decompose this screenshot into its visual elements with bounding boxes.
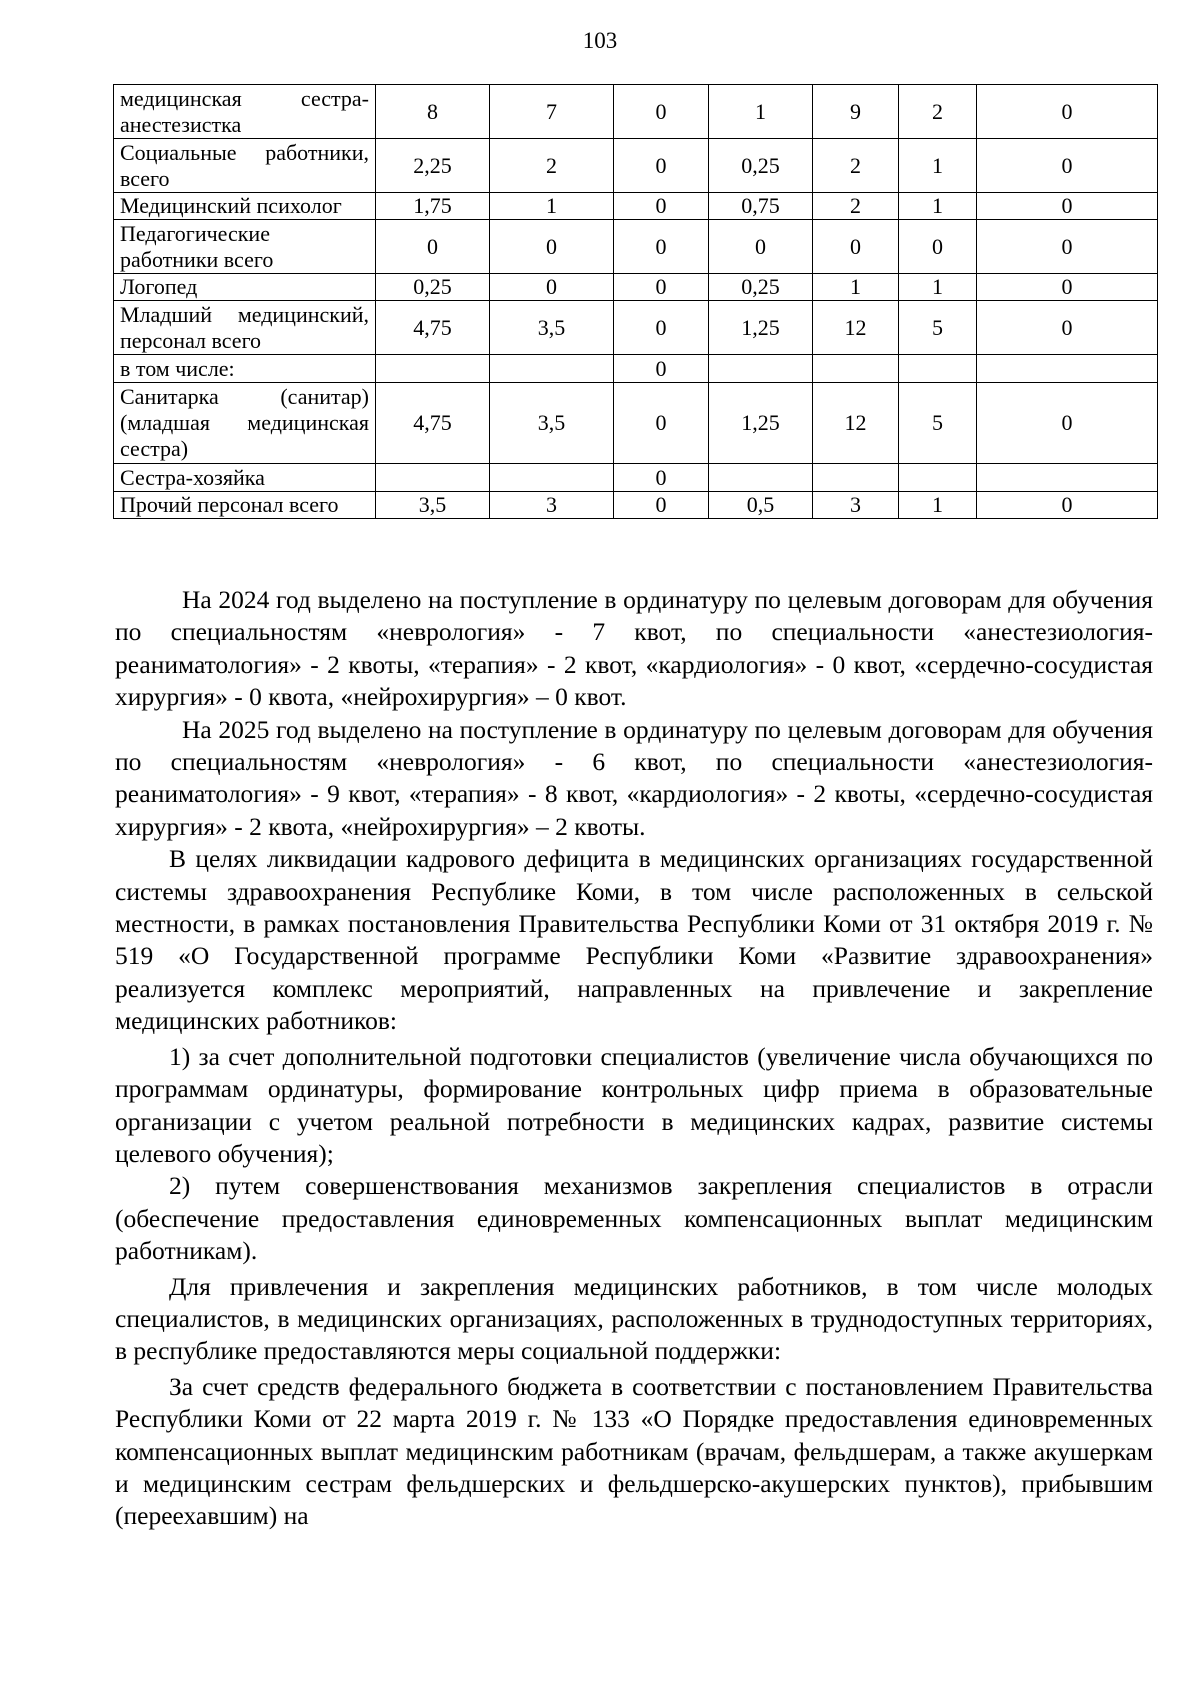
table-cell (709, 355, 813, 383)
paragraph-item-1: 1) за счет дополнительной подготовки специалистов (увеличение числа обучающихся по программам ординатуры, формирование контрольных цифр приема в образовательные организации с учетом реальной потребности в медицинских кадрах, развитие системы целевого обучения); (115, 1041, 1153, 1168)
table-cell: 0 (490, 274, 614, 301)
row-label: Младший медицинский, персонал всего (114, 301, 376, 355)
table-cell: 0 (709, 220, 813, 274)
paragraph-social-support: Для привлечения и закрепления медицинских работников, в том числе молодых специалистов, в медицинских организациях, расположенных в труднодоступных территориях, в республике предоставляются меры социальной поддержки: (115, 1271, 1153, 1366)
table-cell: 9 (813, 85, 899, 139)
table-cell: 3 (813, 492, 899, 519)
table-cell (899, 355, 977, 383)
table-cell: 0 (614, 85, 709, 139)
table-cell: 0 (977, 85, 1158, 139)
table-cell: 2 (813, 139, 899, 193)
table-cell: 5 (899, 301, 977, 355)
table-cell: 1 (490, 193, 614, 220)
table-cell: 1,75 (376, 193, 490, 220)
table-cell: 0 (977, 139, 1158, 193)
table-cell: 0,25 (709, 274, 813, 301)
table-row (114, 492, 1158, 519)
row-label: Медицинский психолог (114, 193, 376, 220)
table-cell: 1 (899, 492, 977, 519)
table-cell (813, 355, 899, 383)
table-cell: 0 (614, 355, 709, 383)
row-label: Сестра-хозяйка (114, 464, 376, 492)
row-label: Санитарка (санитар) (младшая медицинская сестра) (114, 383, 376, 464)
table-cell: 0 (977, 383, 1158, 464)
table-cell: 3,5 (490, 301, 614, 355)
table-cell: 2 (899, 85, 977, 139)
table-cell: 12 (813, 301, 899, 355)
row-label: Социальные работники, всего (114, 139, 376, 193)
paragraph-item-2: 2) путем совершенствования механизмов закрепления специалистов в отрасли (обеспечение предоставления единовременных компенсационных выплат медицинским работникам). (115, 1171, 1153, 1266)
table-cell: 2 (490, 139, 614, 193)
table-cell: 0,75 (709, 193, 813, 220)
table-cell: 3,5 (490, 383, 614, 464)
table-cell: 0 (614, 274, 709, 301)
paragraph-quotas-2024: На 2024 год выделено на поступление в ординатуру по целевым договорам для обучения по специальностям «неврология» - 7 квот, по специальности «анестезиология-реаниматология» - 2 квоты, «терапия» - 2 квот, «кардиология» - 0 квот, «сердечно-сосудистая хирургия» - 0 квота, «нейрохирургия» – 0 квот. (115, 585, 1153, 712)
table-cell: 4,75 (376, 383, 490, 464)
table-cell (977, 464, 1158, 492)
table-cell: 0 (614, 383, 709, 464)
paragraph-quotas-2025: На 2025 год выделено на поступление в ординатуру по целевым договорам для обучения по специальностям «неврология» - 6 квот, по специальности «анестезиология-реаниматология» - 9 квот, «терапия» - 8 квот, «кардиология» - 2 квоты, «сердечно-сосудистая хирургия» - 2 квота, «нейрохирургия» – 2 квоты. (115, 714, 1153, 841)
row-label: в том числе: (114, 355, 376, 383)
paragraph-federal-budget: За счет средств федерального бюджета в соответствии с постановлением Правительства Республики Коми от 22 марта 2019 г. № 133 «О Порядке предоставления единовременных компенсационных выплат медицинским работникам (врачам, фельдшерам, а также акушеркам и медицинским сестрам фельдшерских и фельдшерско-акушерских пунктов), прибывшим (переехавшим) на (115, 1371, 1153, 1531)
table-cell: 3 (490, 492, 614, 519)
table-cell: 0 (977, 492, 1158, 519)
table-cell: 0,25 (376, 274, 490, 301)
table-cell: 0 (977, 220, 1158, 274)
table-cell: 0 (614, 193, 709, 220)
table-cell: 2 (813, 193, 899, 220)
paragraph-staff-deficit: В целях ликвидации кадрового дефицита в медицинских организациях государственной системы здравоохранения Республике Коми, в том числе расположенных в сельской местности, в рамках постановления Правительства Республики Коми от 31 октября 2019 г. № 519 «О Государственной программе Республики Коми «Развитие здравоохранения» реализуется комплекс мероприятий, направленных на привлечение и закрепление медицинских работников: (115, 844, 1153, 1036)
table-cell: 0 (614, 301, 709, 355)
table-cell: 0,5 (709, 492, 813, 519)
table-cell (376, 464, 490, 492)
table-row (114, 220, 1158, 274)
table-row (114, 85, 1158, 139)
table-cell: 0 (899, 220, 977, 274)
table-cell: 1 (709, 85, 813, 139)
table-row (114, 139, 1158, 193)
table-cell: 0 (376, 220, 490, 274)
row-label: Прочий персонал всего (114, 492, 376, 519)
table-cell: 1 (899, 139, 977, 193)
table-cell: 0 (614, 139, 709, 193)
table-cell (899, 464, 977, 492)
table-cell: 0,25 (709, 139, 813, 193)
table-row (114, 193, 1158, 220)
table-cell: 3,5 (376, 492, 490, 519)
table-cell: 1 (899, 193, 977, 220)
page-number: 103 (582, 28, 618, 53)
staffing-table (113, 84, 1158, 519)
table-row (114, 383, 1158, 464)
table-cell (376, 355, 490, 383)
table-cell: 0 (614, 464, 709, 492)
table-cell: 0 (977, 301, 1158, 355)
table-cell: 2,25 (376, 139, 490, 193)
table-cell: 1,25 (709, 383, 813, 464)
table-cell: 0 (813, 220, 899, 274)
table-row (114, 464, 1158, 492)
table-cell: 0 (614, 220, 709, 274)
table-row (114, 301, 1158, 355)
table-cell: 1,25 (709, 301, 813, 355)
table-cell (490, 355, 614, 383)
table-cell: 1 (813, 274, 899, 301)
table-cell (490, 464, 614, 492)
table-row (114, 274, 1158, 301)
row-label: медицинская сестра-анестезистка (114, 85, 376, 139)
table-cell: 0 (977, 193, 1158, 220)
table-cell (709, 464, 813, 492)
body-text (115, 584, 1153, 1533)
table-cell: 8 (376, 85, 490, 139)
table-row (114, 355, 1158, 383)
table-cell: 0 (614, 492, 709, 519)
table-cell: 0 (977, 274, 1158, 301)
table-cell: 4,75 (376, 301, 490, 355)
table-cell (977, 355, 1158, 383)
table-cell: 5 (899, 383, 977, 464)
table-cell: 0 (490, 220, 614, 274)
table-cell: 1 (899, 274, 977, 301)
row-label: Педагогические работники всего (114, 220, 376, 274)
table-cell (813, 464, 899, 492)
table-cell: 12 (813, 383, 899, 464)
table-cell: 7 (490, 85, 614, 139)
row-label: Логопед (114, 274, 376, 301)
